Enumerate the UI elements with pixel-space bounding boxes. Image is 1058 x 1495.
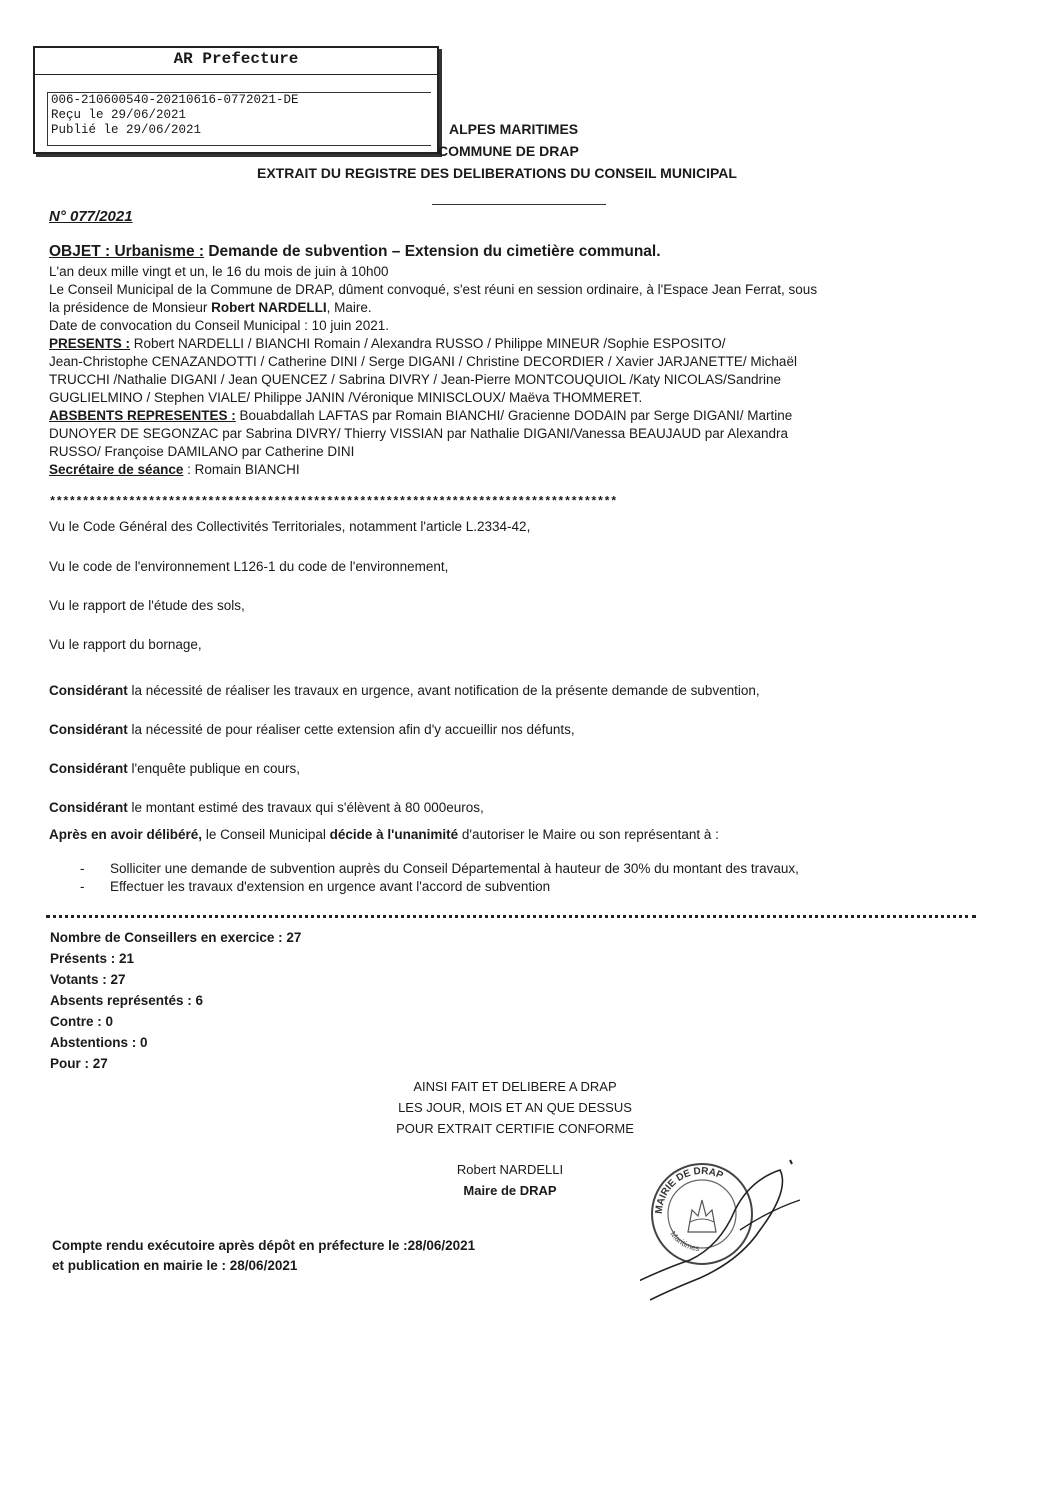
list-item: - Solliciter une demande de subvention auprès du Conseil Départemental à hauteur de 30% du montant des travaux, bbox=[80, 860, 799, 878]
presents-line2: Jean-Christophe CENAZANDOTTI / Catherine DINI / Serge DIGANI / Christine DECORDIER / Xavier JARJANETTE/ Michaël bbox=[49, 354, 797, 369]
session-date: L'an deux mille vingt et un, le 16 du mois de juin à 10h00 bbox=[49, 264, 389, 279]
absents-line2: DUNOYER DE SEGONZAC par Sabrina DIVRY/ Thierry VISSIAN par Nathalie DIGANI/Vanessa BEAUJAUD par Alexandra bbox=[49, 426, 789, 441]
apres-deliberation: Après en avoir délibéré, le Conseil Municipal décide à l'unanimité d'autoriser le Maire ou son représentant à : bbox=[49, 827, 719, 842]
mairie-seal bbox=[640, 1150, 820, 1315]
closing-block bbox=[370, 1076, 660, 1139]
closing-line2: LES JOUR, MOIS ET AN QUE DESSUS bbox=[398, 1100, 632, 1115]
separator-stars: ************************************************************************************** bbox=[49, 495, 617, 509]
vu-cgct: Vu le Code Général des Collectivités Territoriales, notamment l'article L.2334-42, bbox=[49, 519, 531, 534]
considerant-extension: Considérant la nécessité de pour réaliser cette extension afin d'y accueillir nos défunts, bbox=[49, 722, 575, 737]
commune-heading: COMMUNE DE DRAP bbox=[438, 143, 579, 159]
considerant-montant: Considérant le montant estimé des travaux qui s'élèvent à 80 000euros, bbox=[49, 800, 484, 815]
vu-etude-sols: Vu le rapport de l'étude des sols, bbox=[49, 598, 245, 613]
ar-stamp-details bbox=[47, 92, 431, 146]
department-heading: ALPES MARITIMES bbox=[449, 121, 579, 137]
vote-counts bbox=[50, 927, 301, 1074]
closing-line3: POUR EXTRAIT CERTIFIE CONFORME bbox=[396, 1121, 634, 1136]
count-presents: Présents : 21 bbox=[50, 951, 135, 966]
session-conseil-line1: Le Conseil Municipal de la Commune de DRAP, dûment convoqué, s'est réuni en session ordinaire, à l'Espace Jean Ferrat, sous bbox=[49, 282, 818, 297]
ar-stamp-received: Reçu le 29/06/2021 bbox=[51, 108, 187, 122]
signer-block bbox=[430, 1159, 590, 1201]
count-pour: Pour : 27 bbox=[50, 1056, 108, 1071]
count-votants: Votants : 27 bbox=[50, 972, 126, 987]
object-label: OBJET : Urbanisme : bbox=[49, 243, 205, 260]
decision-list bbox=[80, 860, 799, 896]
seal-text-top: MAIRIE DE DRAP bbox=[653, 1165, 725, 1215]
absents-line1: ABSBENTS REPRESENTES : Bouabdallah LAFTAS par Romain BIANCHI/ Gracienne DODAIN par Serge DIGANI/ Martine bbox=[49, 408, 793, 423]
extrait-heading: EXTRAIT DU REGISTRE DES DELIBERATIONS DU CONSEIL MUNICIPAL bbox=[257, 165, 737, 181]
vu-code-environnement: Vu le code de l'environnement L126-1 du code de l'environnement, bbox=[49, 559, 449, 574]
session-conseil-line2: la présidence de Monsieur Robert NARDELLI, Maire. bbox=[49, 300, 372, 315]
signer-title: Maire de DRAP bbox=[463, 1183, 557, 1198]
presents-line4: GUGLIELMINO / Stephen VIALE/ Philippe JANIN /Véronique MINISCLOUX/ Maëva THOMMERET. bbox=[49, 390, 643, 405]
closing-line1: AINSI FAIT ET DELIBERE A DRAP bbox=[413, 1079, 617, 1094]
considerant-enquete: Considérant l'enquête publique en cours, bbox=[49, 761, 300, 776]
executoire-notice bbox=[52, 1236, 475, 1276]
executoire-line2: et publication en mairie le : 28/06/2021 bbox=[52, 1258, 298, 1273]
vu-bornage: Vu le rapport du bornage, bbox=[49, 637, 202, 652]
ar-stamp-reference: 006-210600540-20210616-0772021-DE bbox=[51, 93, 299, 107]
svg-text:Maritimes bbox=[668, 1230, 700, 1254]
convocation-date: Date de convocation du Conseil Municipal : 10 juin 2021. bbox=[49, 318, 389, 333]
considerant-urgence: Considérant la nécessité de réaliser les travaux en urgence, avant notification de la présente demande de subvention, bbox=[49, 683, 760, 698]
count-contre: Contre : 0 bbox=[50, 1014, 114, 1029]
count-absents: Absents représentés : 6 bbox=[50, 993, 204, 1008]
signer-name: Robert NARDELLI bbox=[456, 1162, 564, 1177]
list-item: - Effectuer les travaux d'extension en urgence avant l'accord de subvention bbox=[80, 878, 799, 896]
header-divider bbox=[432, 204, 606, 205]
object-text: Demande de subvention – Extension du cimetière communal. bbox=[204, 243, 661, 260]
presents-line3: TRUCCHI /Nathalie DIGANI / Jean QUENCEZ / Sabrina DIVRY / Jean-Pierre MONTCOUQUIOL /Katy NICOLAS/Sandrine bbox=[49, 372, 781, 387]
presents-line1: PRESENTS : Robert NARDELLI / BIANCHI Romain / Alexandra RUSSO / Philippe MINEUR /Sophie ESPOSITO/ bbox=[49, 336, 726, 351]
seal-text-bottom: Maritimes bbox=[668, 1229, 701, 1254]
ar-stamp-published: Publié le 29/06/2021 bbox=[51, 123, 202, 137]
count-exercice: Nombre de Conseillers en exercice : 27 bbox=[50, 930, 302, 945]
ar-prefecture-stamp bbox=[33, 46, 439, 154]
count-abstentions: Abstentions : 0 bbox=[50, 1035, 148, 1050]
secretaire-line: Secrétaire de séance : Romain BIANCHI bbox=[49, 462, 300, 477]
executoire-line1: Compte rendu exécutoire après dépôt en préfecture le :28/06/2021 bbox=[52, 1238, 476, 1253]
seal-graphic bbox=[640, 1150, 820, 1310]
absents-line3: RUSSO/ Françoise DAMILANO par Catherine DINI bbox=[49, 444, 355, 459]
deliberation-object bbox=[49, 243, 661, 261]
svg-text:MAIRIE DE DRAP bbox=[654, 1166, 725, 1214]
ar-stamp-title: AR Prefecture bbox=[35, 50, 437, 75]
intro-block bbox=[49, 263, 817, 479]
dotted-divider bbox=[46, 915, 976, 918]
deliberation-number: N° 077/2021 bbox=[49, 208, 133, 225]
